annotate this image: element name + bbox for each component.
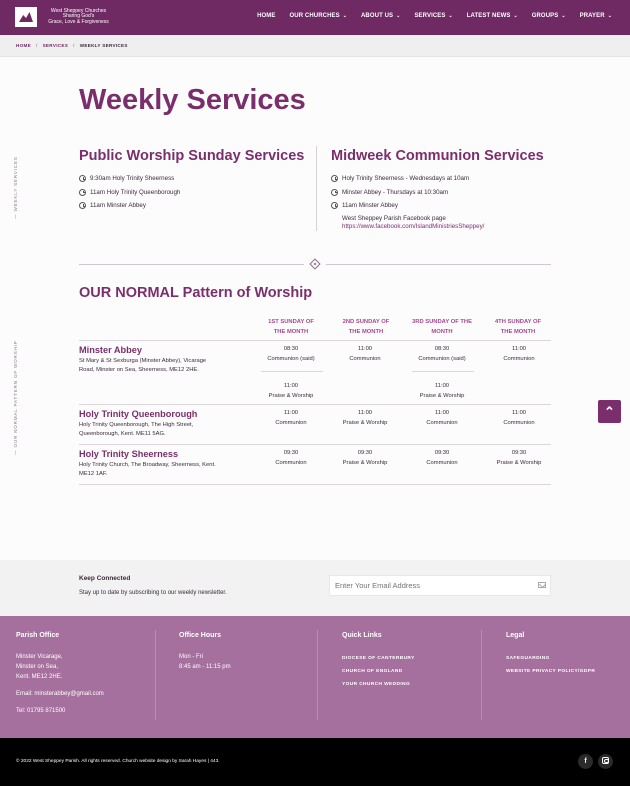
cell-divider (412, 371, 474, 372)
site-footer (0, 616, 630, 738)
mail-icon[interactable] (538, 582, 546, 588)
service-cell: 09:30 Communion (426, 450, 458, 466)
service-cell: 11:00 Praise & Worship (419, 383, 465, 399)
clock-icon (331, 175, 338, 182)
chevron-down-icon: ⌄ (607, 13, 612, 19)
footer-phone[interactable]: Tel: 01795 871500 (16, 708, 66, 714)
copyright-text: © 2022 West Sheppey Parish. All rights reserved. Church website design by Sarah Hayes | 443. (16, 759, 220, 764)
clock-icon (79, 202, 86, 209)
breadcrumb-services[interactable]: SERVICES (42, 43, 69, 48)
main-content (0, 57, 630, 560)
footer-heading: Parish Office (16, 632, 60, 639)
footer-quick-links (342, 632, 415, 691)
clock-icon (79, 175, 86, 182)
cell-divider (261, 371, 323, 372)
facebook-page-link[interactable]: https://www.facebook.com/IslandMinistriesSheppey/ (342, 222, 485, 230)
footer-divider (481, 630, 482, 720)
footer-link[interactable]: DIOCESE OF CANTERBURY (342, 656, 415, 661)
church-address: Holy Trinity Church, The Broadway, Sheerness, Kent. ME12 1AF. (79, 462, 216, 477)
row-divider (79, 340, 551, 341)
facebook-page-text: West Sheppey Parish Facebook page (342, 214, 446, 222)
footer-legal (506, 632, 595, 678)
breadcrumb-home[interactable]: HOME (16, 43, 31, 48)
chevron-down-icon: ⌄ (513, 13, 518, 19)
nav-groups[interactable]: GROUPS ⌄ (531, 13, 566, 19)
breadcrumb (16, 43, 128, 48)
list-item: Holy Trinity Sheerness - Wednesdays at 10am (331, 175, 484, 182)
chevron-down-icon: ⌄ (561, 13, 566, 19)
sunday-services-list (79, 175, 180, 216)
church-name: Holy Trinity Sheerness (79, 449, 179, 459)
scroll-to-top-button[interactable] (598, 400, 621, 423)
list-item: 11am Minster Abbey (79, 202, 180, 209)
service-cell: 08:30 Communion (said) (267, 346, 315, 362)
nav-home[interactable]: HOME (257, 13, 276, 19)
chevron-down-icon: ⌄ (448, 13, 453, 19)
section-divider (79, 264, 304, 265)
list-item: Minster Abbey - Thursdays at 10:30am (331, 189, 484, 196)
service-cell: 09:30 Communion (275, 450, 307, 466)
diamond-ornament-icon (309, 258, 320, 269)
footer-divider (317, 630, 318, 720)
footer-office-hours: Office Hours Mon - Fri 8:45 am - 11:15 pm (179, 632, 231, 670)
breadcrumb-separator: / (73, 43, 75, 48)
breadcrumb-bar (0, 35, 630, 57)
breadcrumb-separator: / (35, 43, 38, 48)
service-cell: 09:30 Praise & Worship (496, 450, 542, 466)
footer-heading: Office Hours (179, 632, 222, 639)
nav-our-churches[interactable]: OUR CHURCHES ⌄ (289, 13, 347, 19)
sunday-services-title: Public Worship Sunday Services (79, 148, 305, 164)
footer-heading: Quick Links (342, 632, 382, 639)
clock-icon (79, 189, 86, 196)
list-item: 11am Holy Trinity Queenborough (79, 189, 180, 196)
table-header: 4TH SUNDAY OF THE MONTH (494, 319, 542, 335)
church-logo-icon (15, 7, 37, 27)
logo-line: Grace, Love & Forgiveness (48, 18, 109, 25)
chevron-down-icon: ⌄ (396, 13, 401, 19)
section-divider (326, 264, 551, 265)
main-nav (257, 13, 612, 19)
side-label-pattern: — OUR NORMAL PATTERN OF WORSHIP (13, 340, 18, 455)
footer-parish-office: Parish Office Minster Vicarage, Minster on Sea, Kent. ME12 2HE. Email: minsterabbey@gmail.com Tel: 01795 871500 (16, 632, 104, 714)
service-cell: 11:00 Praise & Worship (342, 410, 388, 426)
church-address: St Mary & St Sexburga (Minster Abbey), Vicarage Road, Minster on Sea, Sheerness, ME12 2HE. (79, 358, 207, 373)
newsletter-text: Stay up to date by subscribing to our weekly newsletter. (79, 590, 227, 596)
footer-link[interactable]: SAFEGUARDING (506, 656, 550, 661)
row-divider (79, 404, 551, 405)
service-cell: 11:00 Praise & Worship (268, 383, 314, 399)
row-divider (79, 484, 551, 485)
copyright-bar (0, 738, 630, 786)
newsletter-email-input[interactable] (329, 575, 551, 596)
facebook-icon[interactable]: f (578, 754, 593, 769)
list-item: 11am Minster Abbey (331, 202, 484, 209)
double-chevron-up-icon: ⌃ (604, 404, 615, 419)
church-name: Minster Abbey (79, 345, 142, 355)
midweek-services-title: Midweek Communion Services (331, 148, 544, 164)
clock-icon (331, 202, 338, 209)
pattern-title: OUR NORMAL Pattern of Worship (79, 285, 313, 301)
instagram-icon[interactable] (598, 754, 613, 769)
newsletter-title: Keep Connected (79, 575, 131, 582)
footer-divider (155, 630, 156, 720)
row-divider (79, 444, 551, 445)
column-divider (316, 146, 317, 231)
nav-services[interactable]: SERVICES ⌄ (414, 13, 453, 19)
table-header: 2ND SUNDAY OF THE MONTH (342, 319, 390, 335)
footer-email[interactable]: Email: minsterabbey@gmail.com (16, 691, 104, 697)
list-item: 9:30am Holy Trinity Sheerness (79, 175, 180, 182)
footer-link[interactable]: WEBSITE PRIVACY POLICY/GDPR (506, 669, 596, 674)
service-cell: 11:00 Communion (275, 410, 307, 426)
midweek-services-list (331, 175, 484, 232)
service-cell: 11:00 Communion (426, 410, 458, 426)
service-cell: 09:30 Praise & Worship (342, 450, 388, 466)
nav-about-us[interactable]: ABOUT US ⌄ (361, 13, 401, 19)
site-header (0, 0, 630, 35)
nav-latest-news[interactable]: LATEST NEWS ⌄ (466, 13, 518, 19)
table-header: 3RD SUNDAY OF THE MONTH (412, 319, 472, 335)
footer-link[interactable]: CHURCH OF ENGLAND (342, 669, 403, 674)
chevron-down-icon: ⌄ (342, 13, 347, 19)
church-name: Holy Trinity Queenborough (79, 409, 198, 419)
table-header: 1ST SUNDAY OF THE MONTH (268, 319, 314, 335)
logo-line: Sharing God's (62, 13, 95, 20)
nav-prayer[interactable]: PRAYER ⌄ (579, 13, 612, 19)
service-cell: 11:00 Communion (503, 410, 535, 426)
church-address: Holy Trinity Queenborough, The High Street, Queenborough, Kent. ME11 5AG. (79, 422, 194, 437)
clock-icon (331, 189, 338, 196)
service-cell: 08:30 Communion (said) (418, 346, 466, 362)
footer-link[interactable]: YOUR CHURCH WEDDING (342, 682, 411, 687)
newsletter-section (0, 560, 630, 616)
page-title: Weekly Services (79, 84, 306, 116)
side-label-weekly: — WEEKLY SERVICES (13, 156, 18, 219)
logo-line: West Sheppey Churches (50, 7, 107, 14)
service-cell: 11:00 Communion (349, 346, 381, 362)
site-logo[interactable] (15, 7, 116, 27)
breadcrumb-current: WEEKLY SERVICES (79, 43, 128, 48)
footer-heading: Legal (506, 632, 525, 639)
service-cell: 11:00 Communion (503, 346, 535, 362)
